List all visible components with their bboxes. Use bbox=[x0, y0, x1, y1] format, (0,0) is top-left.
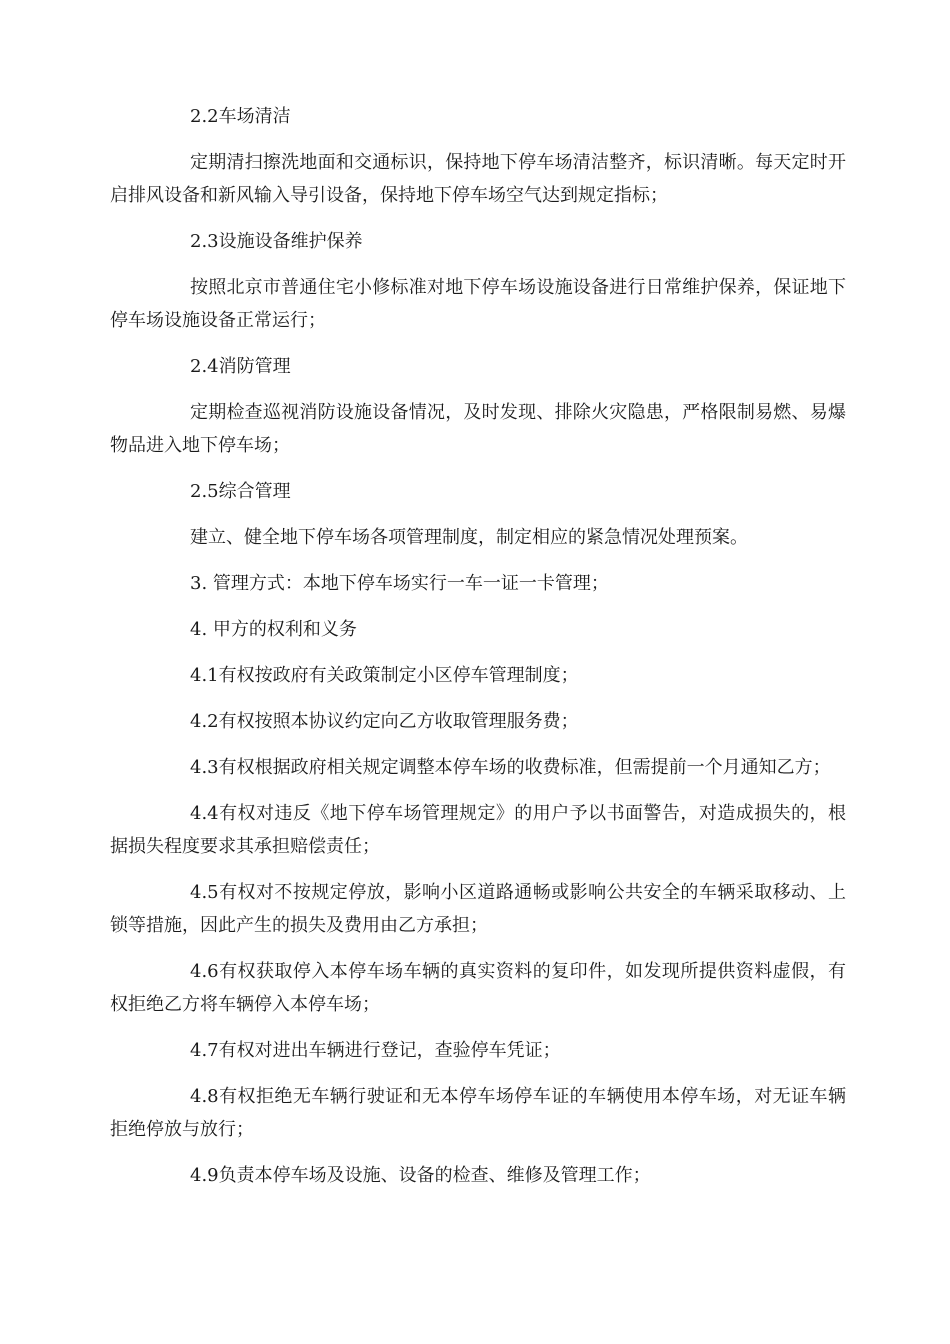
section-heading-2-3: 2.3设施设备维护保养 bbox=[190, 231, 363, 252]
section-heading-4: 4. 甲方的权利和义务 bbox=[190, 619, 357, 640]
clause-4-7: 4.7有权对进出车辆进行登记，查验停车凭证； bbox=[190, 1040, 561, 1061]
clause-4-5: 4.5有权对不按规定停放，影响小区道路通畅或影响公共安全的车辆采取移动、上锁等措施，因此产生的损失及费用由乙方承担； bbox=[110, 882, 846, 936]
section-heading-2-2: 2.2车场清洁 bbox=[190, 106, 291, 127]
clause-4-6: 4.6有权获取停入本停车场车辆的真实资料的复印件，如发现所提供资料虚假，有权拒绝乙方将车辆停入本停车场； bbox=[110, 961, 846, 1015]
section-heading-2-5: 2.5综合管理 bbox=[190, 481, 291, 502]
paragraph-maintenance: 按照北京市普通住宅小修标准对地下停车场设施设备进行日常维护保养，保证地下停车场设施设备正常运行； bbox=[110, 277, 846, 331]
paragraph-fire-management: 定期检查巡视消防设施设备情况，及时发现、排除火灾隐患，严格限制易燃、易爆物品进入地下停车场； bbox=[110, 402, 846, 456]
clause-4-4: 4.4有权对违反《地下停车场管理规定》的用户予以书面警告，对造成损失的，根据损失程度要求其承担赔偿责任； bbox=[110, 803, 846, 857]
clause-4-3: 4.3有权根据政府相关规定调整本停车场的收费标准，但需提前一个月通知乙方； bbox=[190, 757, 831, 778]
clause-4-8: 4.8有权拒绝无车辆行驶证和无本停车场停车证的车辆使用本停车场，对无证车辆拒绝停放与放行； bbox=[110, 1086, 846, 1140]
paragraph-cleaning: 定期清扫擦洗地面和交通标识，保持地下停车场清洁整齐，标识清晰。每天定时开启排风设备和新风输入导引设备，保持地下停车场空气达到规定指标； bbox=[110, 152, 846, 206]
paragraph-management-method: 3. 管理方式：本地下停车场实行一车一证一卡管理； bbox=[190, 573, 609, 594]
paragraph-general-management: 建立、健全地下停车场各项管理制度，制定相应的紧急情况处理预案。 bbox=[190, 527, 748, 548]
clause-4-9: 4.9负责本停车场及设施、设备的检查、维修及管理工作； bbox=[190, 1165, 651, 1186]
section-heading-2-4: 2.4消防管理 bbox=[190, 356, 291, 377]
clause-4-2: 4.2有权按照本协议约定向乙方收取管理服务费； bbox=[190, 711, 579, 732]
document-body bbox=[110, 100, 846, 1192]
clause-4-1: 4.1有权按政府有关政策制定小区停车管理制度； bbox=[190, 665, 579, 686]
